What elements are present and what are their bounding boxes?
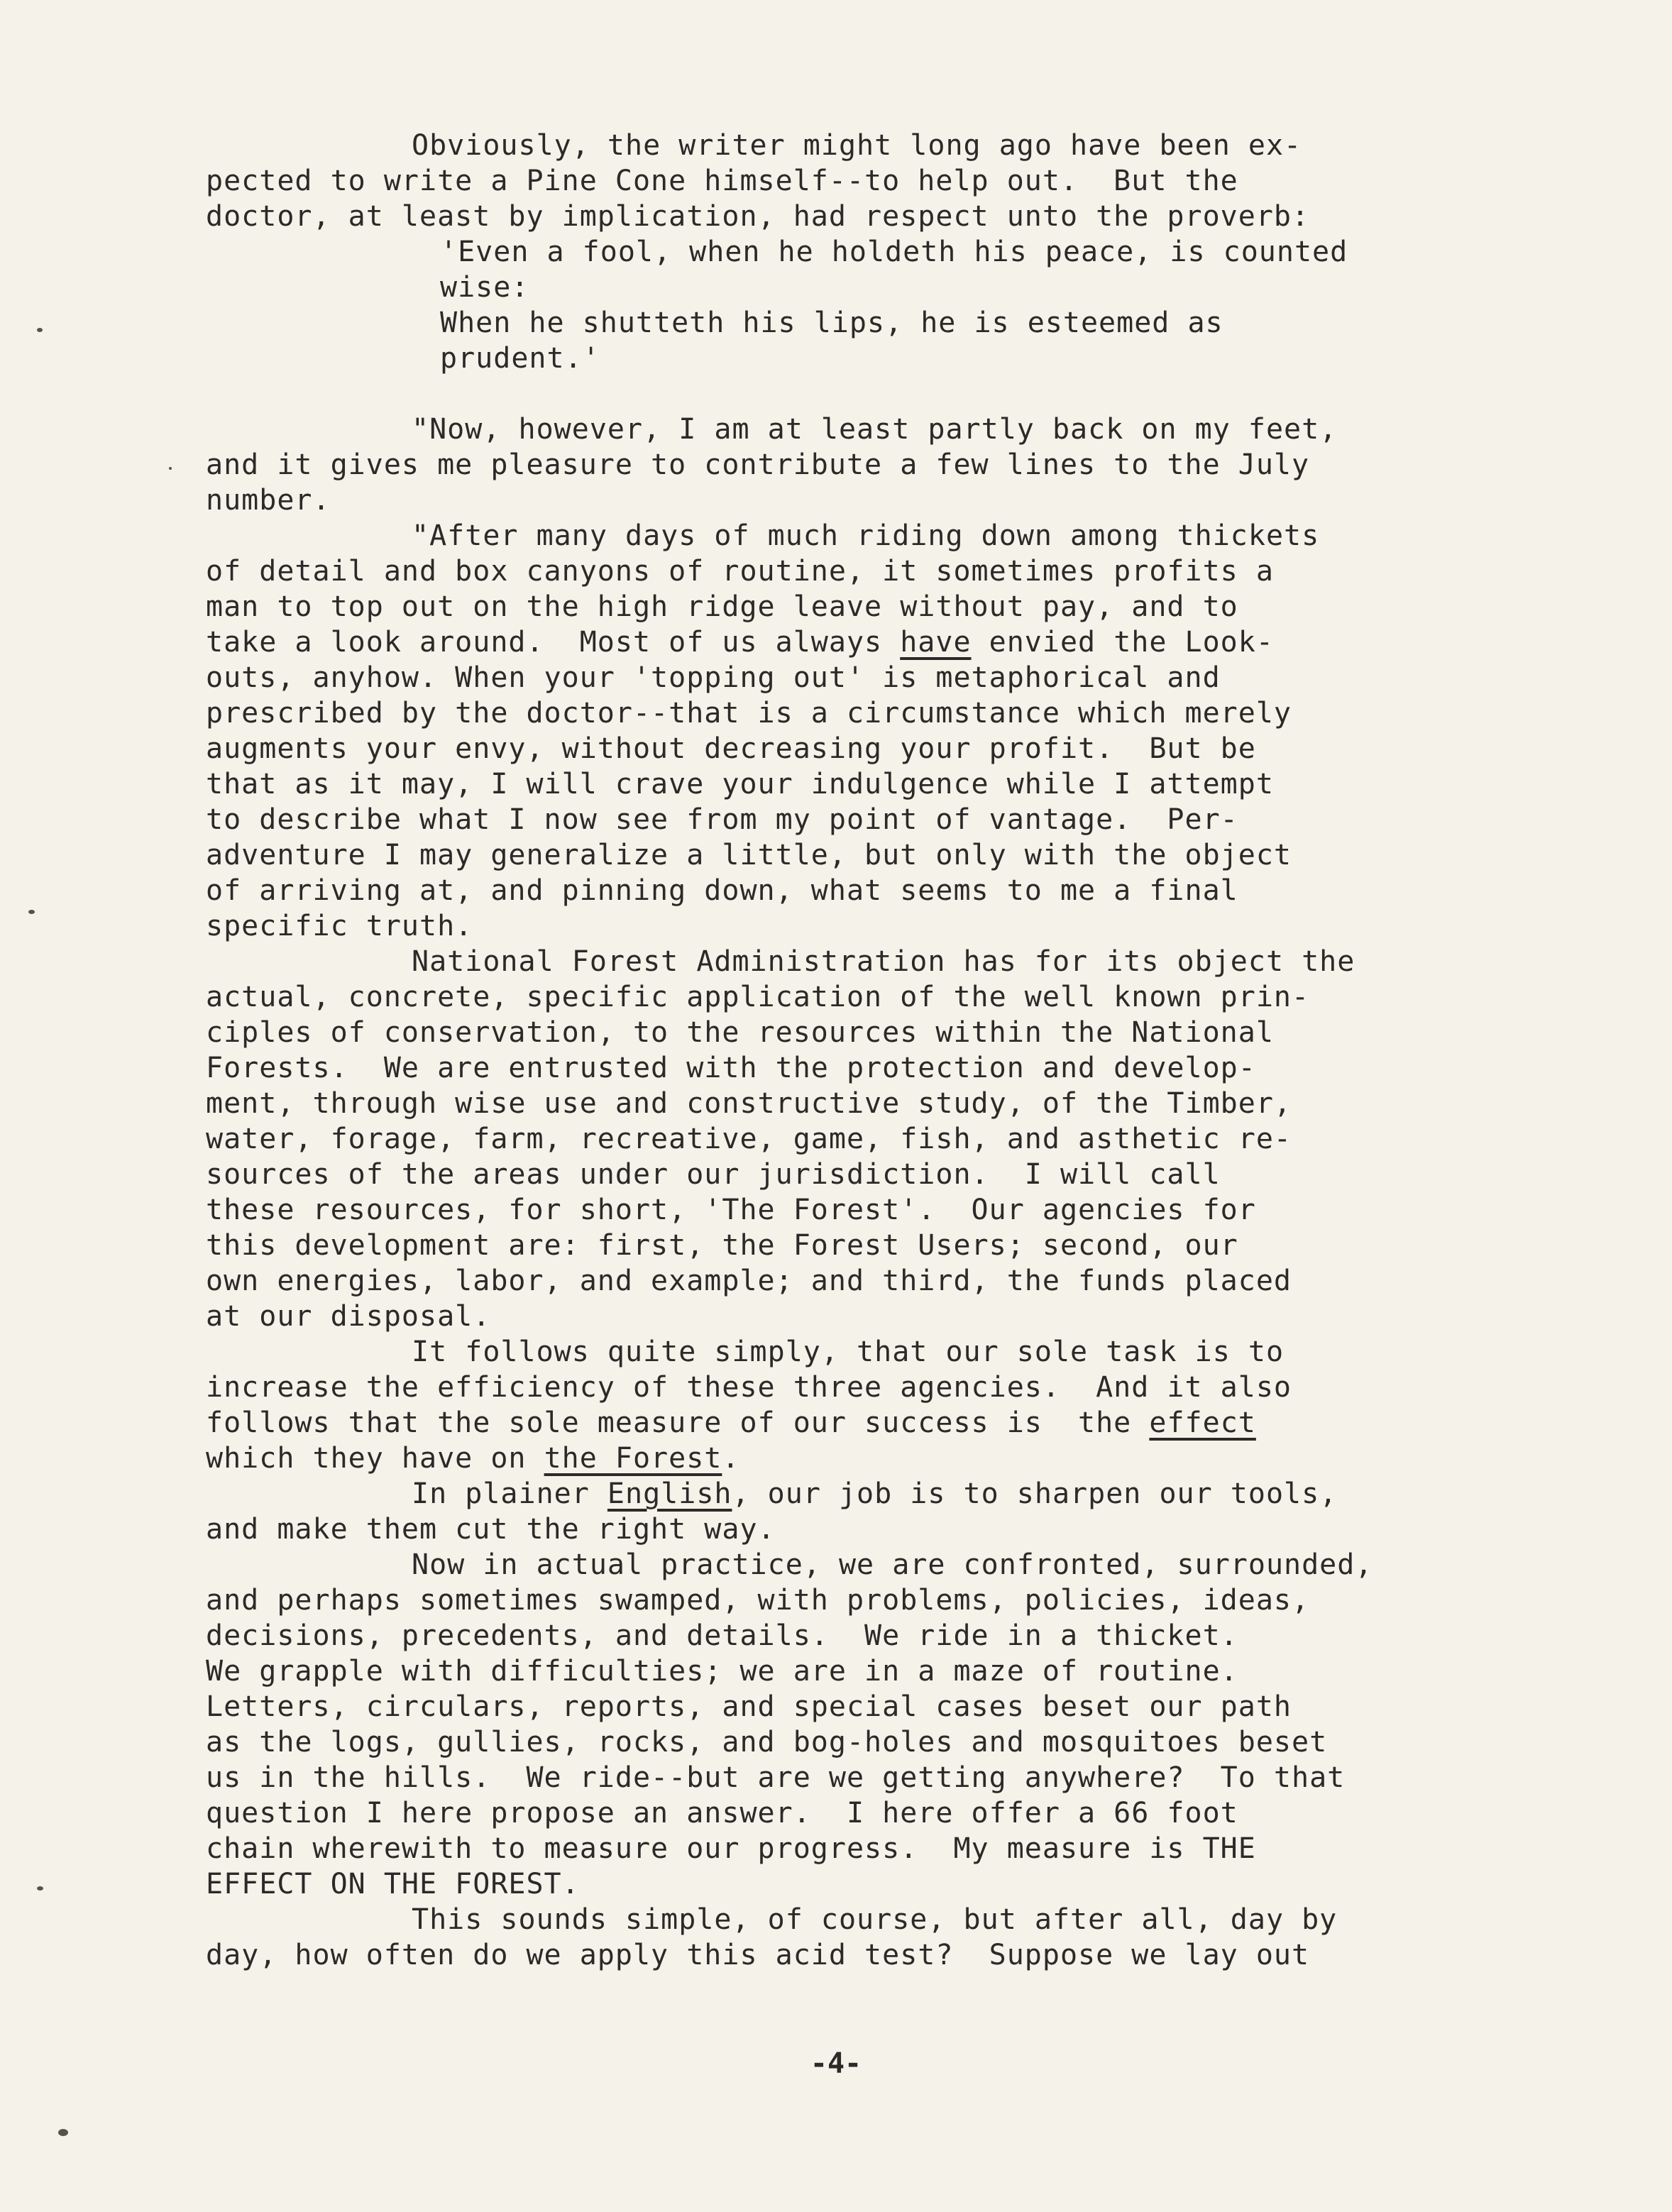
text-line: wise: [440, 271, 529, 304]
text-line: day, how often do we apply this acid test? Suppose we lay out [206, 1939, 1310, 1971]
text-line: these resources, for short, 'The Forest'. Our agencies for [206, 1194, 1256, 1226]
text-line: outs, anyhow. When your 'topping out' is metaphorical and [206, 661, 1221, 694]
paper-speck [58, 2129, 68, 2136]
text-line: us in the hills. We ride--but are we getting anywhere? To that [206, 1761, 1346, 1794]
page-number: -4- [810, 2047, 862, 2080]
text-line: "Now, however, I am at least partly back on my feet, [412, 413, 1338, 446]
text-line: number. [206, 484, 331, 517]
paper-speck [28, 910, 35, 914]
text-line: prescribed by the doctor--that is a circumstance which merely [206, 697, 1292, 730]
text-line: Obviously, the writer might long ago have been ex- [412, 129, 1302, 162]
paper-speck [37, 328, 43, 332]
text-line: adventure I may generalize a little, but only with the object [206, 839, 1292, 871]
text-line: National Forest Administration has for its object the [412, 945, 1355, 978]
text-line: at our disposal. [206, 1300, 491, 1333]
text-line: pected to write a Pine Cone himself--to help out. But the [206, 165, 1238, 197]
underlined-text: English [607, 1478, 732, 1510]
text-line: EFFECT ON THE FOREST. [206, 1868, 580, 1900]
text-line: augments your envy, without decreasing your profit. But be [206, 732, 1256, 765]
text-line: of detail and box canyons of routine, it sometimes profits a [206, 555, 1274, 588]
text-line: We grapple with difficulties; we are in a maze of routine. [206, 1655, 1238, 1688]
text-line: chain wherewith to measure our progress. My measure is THE [206, 1832, 1256, 1865]
document-body [206, 128, 1554, 1973]
text-line: actual, concrete, specific application of the well known prin- [206, 981, 1310, 1013]
text-line: ciples of conservation, to the resources within the National [206, 1016, 1274, 1049]
text-line: and make them cut the right way. [206, 1513, 776, 1546]
text-line: prudent.' [440, 342, 600, 375]
text-line: take a look around. Most of us always have envied the Look- [206, 626, 1274, 659]
text-line: question I here propose an answer. I here offer a 66 foot [206, 1797, 1238, 1829]
text-line: This sounds simple, of course, but after all, day by [412, 1903, 1338, 1936]
underlined-text: the Forest [544, 1442, 722, 1475]
text-line: decisions, precedents, and details. We ride in a thicket. [206, 1619, 1238, 1652]
text-line: man to top out on the high ridge leave without pay, and to [206, 590, 1238, 623]
text-line: Now in actual practice, we are confronted, surrounded, [412, 1548, 1373, 1581]
underlined-text: effect [1149, 1407, 1256, 1439]
text-line: "After many days of much riding down among thickets [412, 519, 1320, 552]
paper-speck [169, 467, 172, 470]
text-line: and it gives me pleasure to contribute a few lines to the July [206, 449, 1310, 481]
text-line: follows that the sole measure of our success is the effect [206, 1407, 1256, 1439]
text-line: Letters, circulars, reports, and special cases beset our path [206, 1690, 1292, 1723]
text-line: which they have on the Forest. [206, 1442, 740, 1475]
text-line: When he shutteth his lips, he is esteemed as [440, 307, 1223, 339]
text-line: of arriving at, and pinning down, what seems to me a final [206, 874, 1238, 907]
text-line: and perhaps sometimes swamped, with problems, policies, ideas, [206, 1584, 1310, 1617]
paper-speck [37, 1886, 43, 1891]
text-line: specific truth. [206, 910, 473, 942]
paragraph-gap [206, 376, 1554, 412]
text-line: It follows quite simply, that our sole task is to [412, 1336, 1285, 1368]
text-line: as the logs, gullies, rocks, and bog-holes and mosquitoes beset [206, 1726, 1328, 1759]
text-line: sources of the areas under our jurisdiction. I will call [206, 1158, 1221, 1191]
underlined-text: have [900, 626, 972, 659]
text-line: Forests. We are entrusted with the protection and develop- [206, 1052, 1256, 1084]
text-line: In plainer English, our job is to sharpen our tools, [412, 1478, 1338, 1510]
text-line: 'Even a fool, when he holdeth his peace, is counted [440, 236, 1348, 268]
text-line: that as it may, I will crave your indulgence while I attempt [206, 768, 1274, 800]
text-line: increase the efficiency of these three agencies. And it also [206, 1371, 1292, 1404]
text-line: doctor, at least by implication, had respect unto the proverb: [206, 200, 1310, 233]
text-line: to describe what I now see from my point of vantage. Per- [206, 803, 1238, 836]
text-line: water, forage, farm, recreative, game, fish, and asthetic re- [206, 1123, 1292, 1155]
text-line: this development are: first, the Forest Users; second, our [206, 1229, 1238, 1262]
text-line: ment, through wise use and constructive study, of the Timber, [206, 1087, 1292, 1120]
text-line: own energies, labor, and example; and third, the funds placed [206, 1265, 1292, 1297]
